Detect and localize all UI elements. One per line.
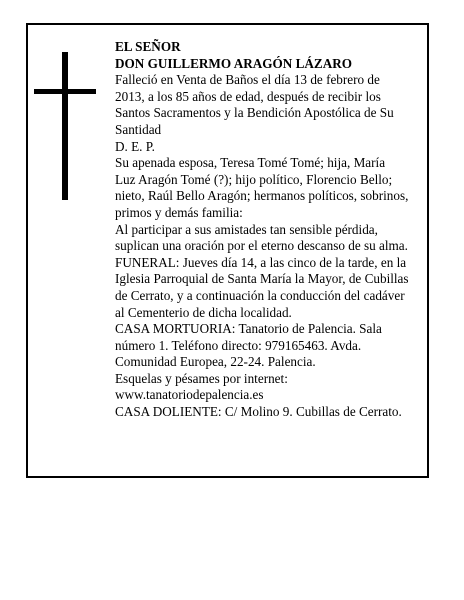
obituary-heading: EL SEÑOR: [115, 39, 181, 54]
rip-line: D. E. P.: [115, 138, 155, 154]
internet-label: Esquelas y pésames por internet:: [115, 370, 288, 386]
obituary-line: Falleció en Venta de Baños el día 13 de febrero de: [115, 72, 380, 88]
family-line: primos y demás familia:: [115, 204, 243, 220]
funeral-line: Iglesia Parroquial de Santa María la Mayor, de Cubillas: [115, 271, 409, 287]
family-line: Su apenada esposa, Teresa Tomé Tomé; hija, María: [115, 155, 386, 171]
obituary-line: 2013, a los 85 años de edad, después de recibir los: [115, 88, 381, 104]
family-line: Luz Aragón Tomé (?); hijo político, Florencio Bello;: [115, 171, 393, 187]
funeral-line: FUNERAL: Jueves día 14, a las cinco de la tarde, en la: [115, 254, 407, 270]
family-home-line: CASA DOLIENTE: C/ Molino 9. Cubillas de Cerrato.: [115, 404, 402, 420]
funeral-line: al Cementerio de dicha localidad.: [115, 304, 292, 320]
deceased-name: DON GUILLERMO ARAGÓN LÁZARO: [115, 55, 353, 71]
obituary-line: Santos Sacramentos y la Bendición Apostólica de Su: [115, 105, 394, 121]
cross-horizontal-bar: [34, 89, 96, 94]
website-link[interactable]: www.tanatoriodepalencia.es: [115, 387, 264, 403]
cross-vertical-bar: [62, 52, 68, 200]
obituary-text: [115, 39, 415, 421]
cross-icon: [34, 52, 96, 200]
prayer-line: suplican una oración por el eterno descanso de su alma.: [115, 238, 408, 254]
family-line: nieto, Raúl Bello Aragón; hermanos políticos, sobrinos,: [115, 188, 409, 204]
mortuary-line: CASA MORTUORIA: Tanatorio de Palencia. Sala: [115, 321, 382, 337]
obituary-line: Santidad: [115, 121, 162, 137]
mortuary-line: Comunidad Europea, 22-24. Palencia.: [115, 354, 316, 370]
funeral-line: de Cerrato, y a continuación la conducción del cadáver: [115, 287, 405, 303]
prayer-line: Al participar a sus amistades tan sensible pérdida,: [115, 221, 378, 237]
mortuary-line: número 1. Teléfono directo: 979165463. Avda.: [115, 337, 362, 353]
